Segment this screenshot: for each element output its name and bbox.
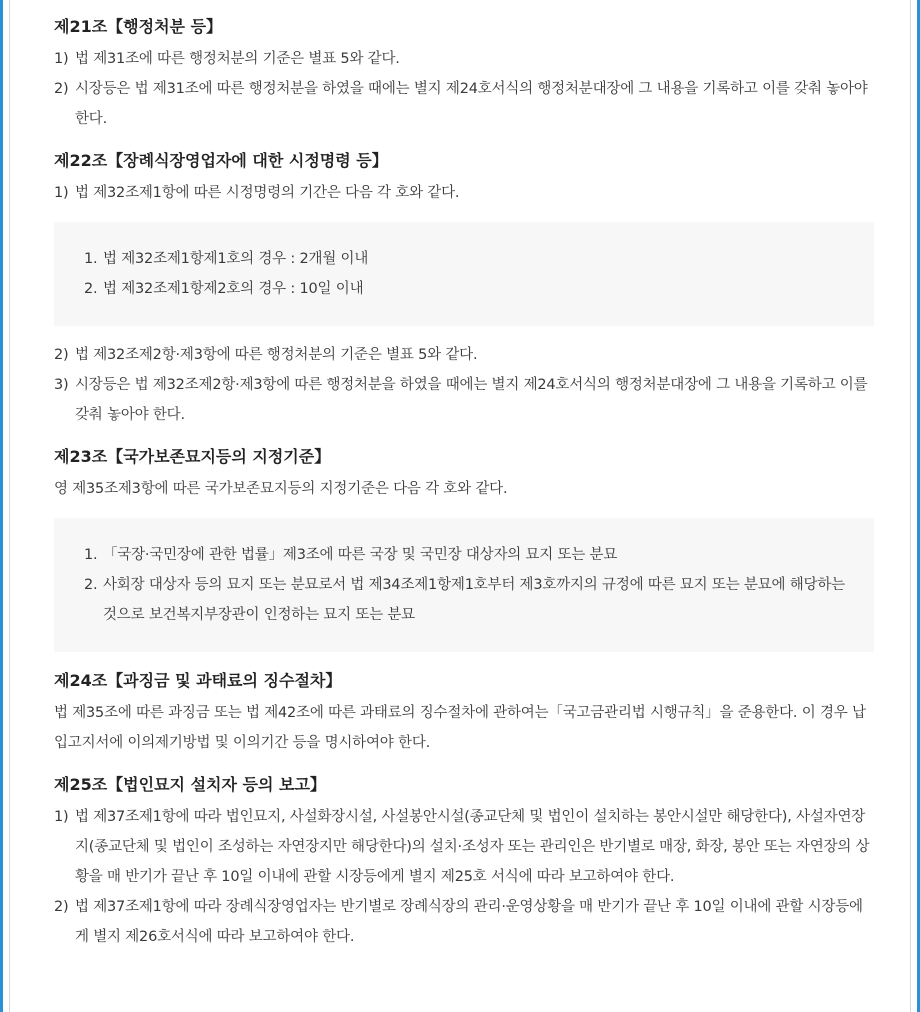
- article-25: [54, 770, 874, 952]
- paragraph: [54, 802, 874, 892]
- document-content: [54, 12, 874, 964]
- paragraph-number: 2): [54, 81, 69, 97]
- article-intro: 영 제35조제3항에 따른 국가보존묘지등의 지정기준은 다음 각 호와 같다.: [54, 481, 508, 497]
- item-text: 사회장 대상자 등의 묘지 또는 분묘로서 법 제34조제1항제1호부터 제3호까지의 규정에 따른 묘지 또는 분묘에 해당하는 것으로 보건복지부장관이 인정하는 묘지 또는 분묘: [103, 577, 845, 623]
- paragraph: [54, 44, 874, 74]
- paragraph-number: 2): [54, 347, 69, 363]
- article-title: 제22조【장례식장영업자에 대한 시정명령 등】: [54, 151, 388, 170]
- item-list-box: [54, 518, 874, 652]
- paragraph-text: 시장등은 법 제32조제2항·제3항에 따른 행정처분을 하였을 때에는 별지 제24호서식의 행정처분대장에 그 내용을 기록하고 이를 갖춰 놓아야 한다.: [75, 377, 868, 423]
- paragraph-number: 1): [54, 809, 69, 825]
- paragraph-text: 법 제37조제1항에 따라 장례식장영업자는 반기별로 장례식장의 관리·운영상황을 매 반기가 끝난 후 10일 이내에 관할 시장등에게 별지 제26호서식에 따라 보고하여야 한다.: [75, 899, 863, 945]
- paragraph: [54, 892, 874, 952]
- article-21: [54, 12, 874, 134]
- paragraph: [54, 178, 874, 208]
- list-item: [84, 274, 848, 304]
- paragraph-text: 시장등은 법 제31조에 따른 행정처분을 하였을 때에는 별지 제24호서식의 행정처분대장에 그 내용을 기록하고 이를 갖춰 놓아야 한다.: [75, 81, 868, 127]
- paragraph-text: 법 제37조제1항에 따라 법인묘지, 사설화장시설, 사설봉안시설(종교단체 및 법인이 설치하는 봉안시설만 해당한다), 사설자연장지(종교단체 및 법인이 조성하는 자연장지만 해당한다)의 설치·조성자 또는 관리인은 반기별로 매장, 화장, 봉안 또는 자연장의 상황을 매 반기가 끝난 후 10일 이내에 관할 시장등에게 별지 제25호 서식에 따라 보고하여야 한다.: [75, 809, 870, 885]
- list-item: [84, 570, 848, 630]
- paragraph: [54, 370, 874, 430]
- item-list-box: [54, 222, 874, 326]
- item-text: 법 제32조제1항제2호의 경우 : 10일 이내: [103, 281, 364, 297]
- article-22: [54, 146, 874, 430]
- paragraph-number: 1): [54, 51, 69, 67]
- list-item: [84, 540, 848, 570]
- article-text: 법 제35조에 따른 과징금 또는 법 제42조에 따른 과태료의 징수절차에 관하여는「국고금관리법 시행규칙」을 준용한다. 이 경우 납입고지서에 이의제기방법 및 이의기간 등을 명시하여야 한다.: [54, 705, 866, 751]
- item-number: 2.: [84, 577, 98, 593]
- item-text: 「국장·국민장에 관한 법률」제3조에 따른 국장 및 국민장 대상자의 묘지 또는 분묘: [103, 547, 618, 563]
- item-number: 1.: [84, 547, 98, 563]
- paragraph: [54, 74, 874, 134]
- article-23: [54, 442, 874, 652]
- article-title: 제23조【국가보존묘지등의 지정기준】: [54, 447, 331, 466]
- article-24: [54, 666, 874, 758]
- article-title: 제21조【행정처분 등】: [54, 17, 223, 36]
- paragraph-number: 3): [54, 377, 69, 393]
- item-number: 2.: [84, 281, 98, 297]
- article-title: 제25조【법인묘지 설치자 등의 보고】: [54, 775, 326, 794]
- article-title: 제24조【과징금 및 과태료의 징수절차】: [54, 671, 342, 690]
- paragraph-text: 법 제31조에 따른 행정처분의 기준은 별표 5와 같다.: [75, 51, 400, 67]
- list-item: [84, 244, 848, 274]
- paragraph-text: 법 제32조제1항에 따른 시정명령의 기간은 다음 각 호와 같다.: [75, 185, 460, 201]
- right-border-line: [910, 0, 911, 1012]
- paragraph-number: 1): [54, 185, 69, 201]
- item-number: 1.: [84, 251, 98, 267]
- paragraph-number: 2): [54, 899, 69, 915]
- paragraph-text: 법 제32조제2항·제3항에 따른 행정처분의 기준은 별표 5와 같다.: [75, 347, 478, 363]
- item-text: 법 제32조제1항제1호의 경우 : 2개월 이내: [103, 251, 369, 267]
- left-border-line: [9, 0, 10, 1012]
- paragraph: [54, 340, 874, 370]
